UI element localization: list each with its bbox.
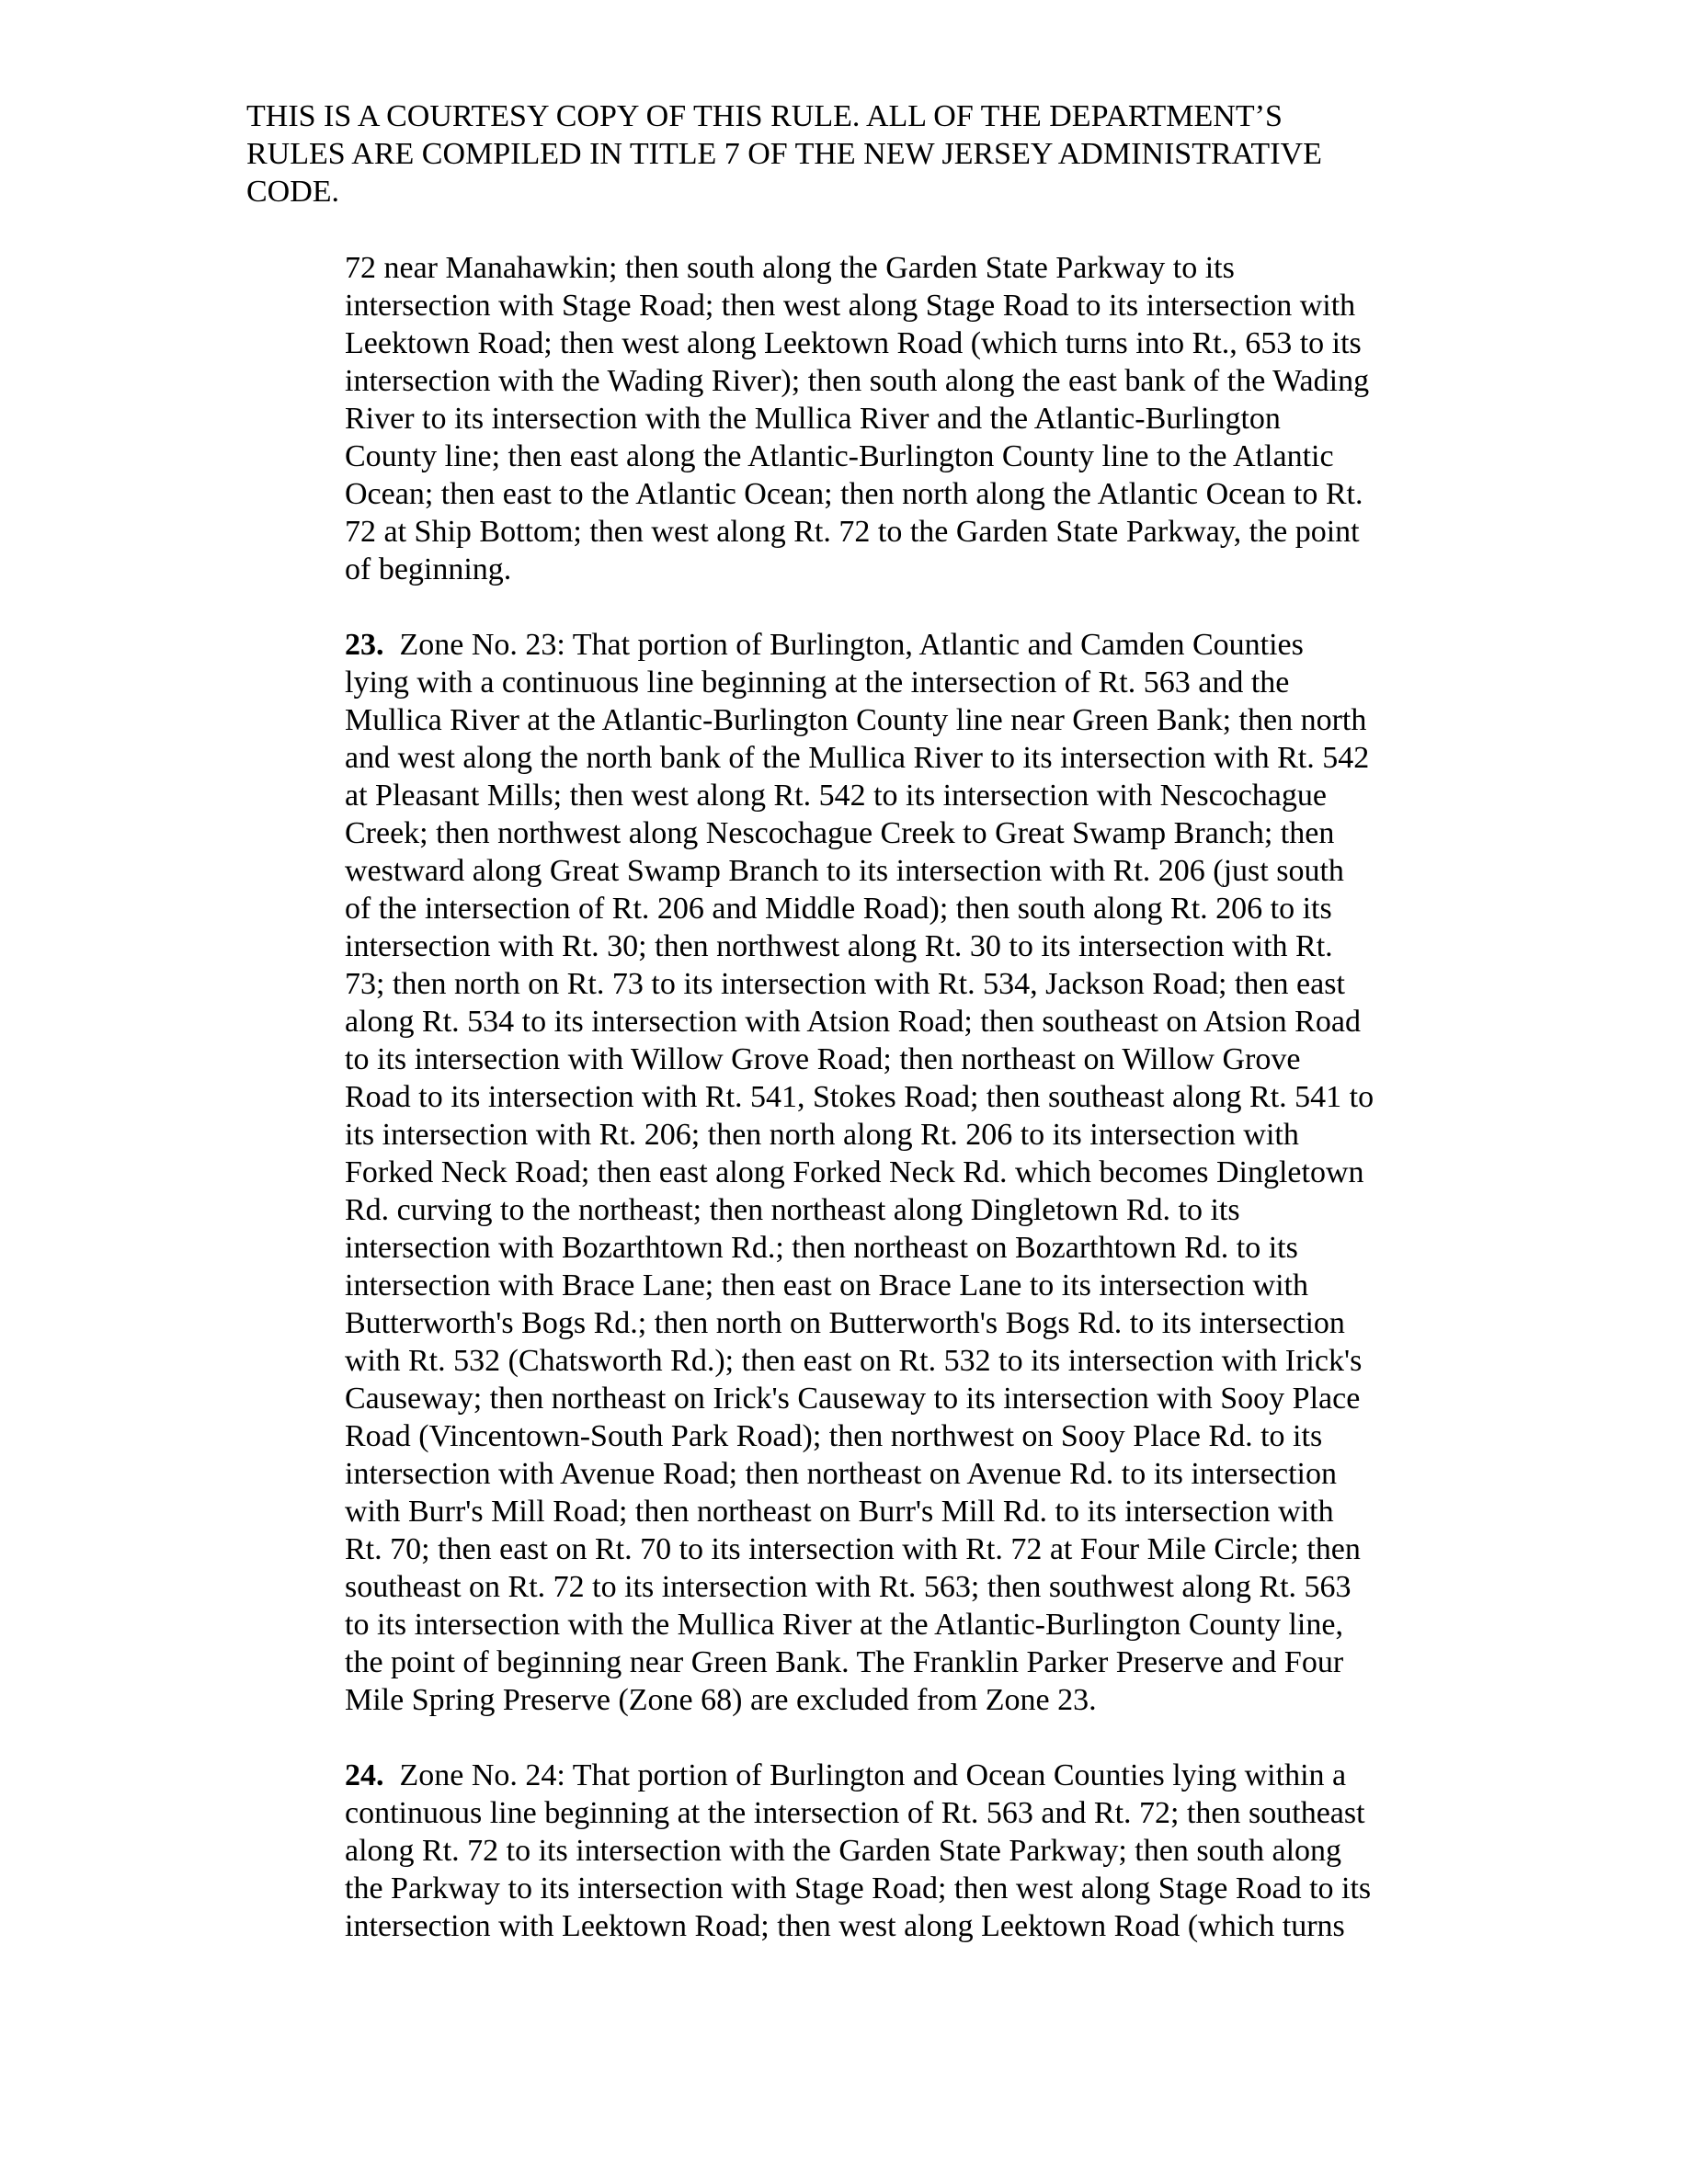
text-line: the point of beginning near Green Bank. The Franklin Parker Preserve and Four: [345, 1645, 1344, 1679]
zone-23-heading-text: Zone No. 23: That portion of Burlington, Atlantic and Camden Counties: [383, 628, 1304, 662]
text-line: River to its intersection with the Mullica River and the Atlantic-Burlington: [345, 402, 1281, 436]
text-line: and west along the north bank of the Mullica River to its intersection with Rt. 542: [345, 741, 1370, 775]
rule-body: [345, 249, 1448, 1983]
zone-23-lines: [345, 664, 1448, 1719]
text-line: Butterworth's Bogs Rd.; then north on Butterworth's Bogs Rd. to its intersection: [345, 1306, 1345, 1340]
text-line: along Rt. 534 to its intersection with Atsion Road; then southeast on Atsion Road: [345, 1005, 1361, 1039]
text-line: Road (Vincentown-South Park Road); then northwest on Sooy Place Rd. to its: [345, 1419, 1323, 1453]
text-line: at Pleasant Mills; then west along Rt. 542 to its intersection with Nescochague: [345, 779, 1327, 813]
text-line: County line; then east along the Atlantic-Burlington County line to the Atlantic: [345, 439, 1334, 473]
text-line: intersection with Brace Lane; then east on Brace Lane to its intersection with: [345, 1268, 1308, 1302]
text-line: of beginning.: [345, 552, 512, 586]
text-line: to its intersection with Willow Grove Road; then northeast on Willow Grove: [345, 1042, 1301, 1076]
text-line: intersection with Bozarthtown Rd.; then northeast on Bozarthtown Rd. to its: [345, 1231, 1298, 1265]
text-line: along Rt. 72 to its intersection with the Garden State Parkway; then south along: [345, 1834, 1342, 1868]
text-line: intersection with Leektown Road; then west along Leektown Road (which turns: [345, 1909, 1345, 1943]
courtesy-copy-header: [246, 97, 1442, 210]
text-line: of the intersection of Rt. 206 and Middle Road); then south along Rt. 206 to its: [345, 892, 1332, 926]
text-line: lying with a continuous line beginning at the intersection of Rt. 563 and the: [345, 665, 1290, 700]
text-line: intersection with Avenue Road; then northeast on Avenue Rd. to its intersection: [345, 1457, 1337, 1491]
text-line: 73; then north on Rt. 73 to its intersection with Rt. 534, Jackson Road; then east: [345, 967, 1345, 1001]
text-line: Road to its intersection with Rt. 541, Stokes Road; then southeast along Rt. 541 to: [345, 1080, 1374, 1114]
text-line: intersection with Stage Road; then west along Stage Road to its intersection with: [345, 289, 1356, 323]
header-line: THIS IS A COURTESY COPY OF THIS RULE. ALL OF THE DEPARTMENT’S: [246, 99, 1283, 133]
text-line: to its intersection with the Mullica River at the Atlantic-Burlington County line,: [345, 1608, 1343, 1642]
text-line: Creek; then northwest along Nescochague Creek to Great Swamp Branch; then: [345, 816, 1335, 850]
text-line: Rd. curving to the northeast; then northeast along Dingletown Rd. to its: [345, 1193, 1240, 1227]
text-line: Rt. 70; then east on Rt. 70 to its intersection with Rt. 72 at Four Mile Circle; then: [345, 1532, 1361, 1566]
text-line: intersection with Rt. 30; then northwest along Rt. 30 to its intersection with Rt.: [345, 929, 1333, 963]
header-line: CODE.: [246, 175, 340, 209]
text-line: Ocean; then east to the Atlantic Ocean; then north along the Atlantic Ocean to Rt.: [345, 477, 1363, 511]
zone-24-paragraph: [345, 1757, 1448, 1945]
zone-23-number: 23.: [345, 628, 384, 662]
text-line: 72 at Ship Bottom; then west along Rt. 72 to the Garden State Parkway, the point: [345, 515, 1360, 549]
text-line: intersection with the Wading River); then south along the east bank of the Wading: [345, 364, 1370, 398]
text-line: Leektown Road; then west along Leektown Road (which turns into Rt., 653 to its: [345, 326, 1362, 360]
text-line: Mullica River at the Atlantic-Burlington County line near Green Bank; then north: [345, 703, 1367, 737]
text-line: continuous line beginning at the intersection of Rt. 563 and Rt. 72; then southeast: [345, 1796, 1365, 1830]
zone-23-paragraph: [345, 626, 1448, 1719]
text-line: Causeway; then northeast on Irick's Causeway to its intersection with Sooy Place: [345, 1382, 1361, 1416]
text-line: Forked Neck Road; then east along Forked Neck Rd. which becomes Dingletown: [345, 1155, 1364, 1189]
text-line: westward along Great Swamp Branch to its intersection with Rt. 206 (just south: [345, 854, 1344, 888]
text-line: Mile Spring Preserve (Zone 68) are excluded from Zone 23.: [345, 1683, 1097, 1717]
zone-24-first-line: [345, 1757, 1448, 1794]
text-line: the Parkway to its intersection with Stage Road; then west along Stage Road to its: [345, 1871, 1372, 1905]
zone-24-heading-text: Zone No. 24: That portion of Burlington and Ocean Counties lying within a: [383, 1758, 1347, 1792]
text-line: with Burr's Mill Road; then northeast on Burr's Mill Rd. to its intersection with: [345, 1495, 1334, 1529]
text-line: 72 near Manahawkin; then south along the Garden State Parkway to its: [345, 251, 1235, 285]
zone-24-lines: [345, 1794, 1448, 1945]
zone-24-number: 24.: [345, 1758, 384, 1792]
header-line: RULES ARE COMPILED IN TITLE 7 OF THE NEW JERSEY ADMINISTRATIVE: [246, 137, 1322, 171]
continuation-paragraph: [345, 249, 1448, 588]
text-line: its intersection with Rt. 206; then north along Rt. 206 to its intersection with: [345, 1118, 1299, 1152]
text-line: with Rt. 532 (Chatsworth Rd.); then east on Rt. 532 to its intersection with Irick's: [345, 1344, 1363, 1378]
text-line: southeast on Rt. 72 to its intersection with Rt. 563; then southwest along Rt. 563: [345, 1570, 1352, 1604]
zone-23-first-line: [345, 626, 1448, 664]
